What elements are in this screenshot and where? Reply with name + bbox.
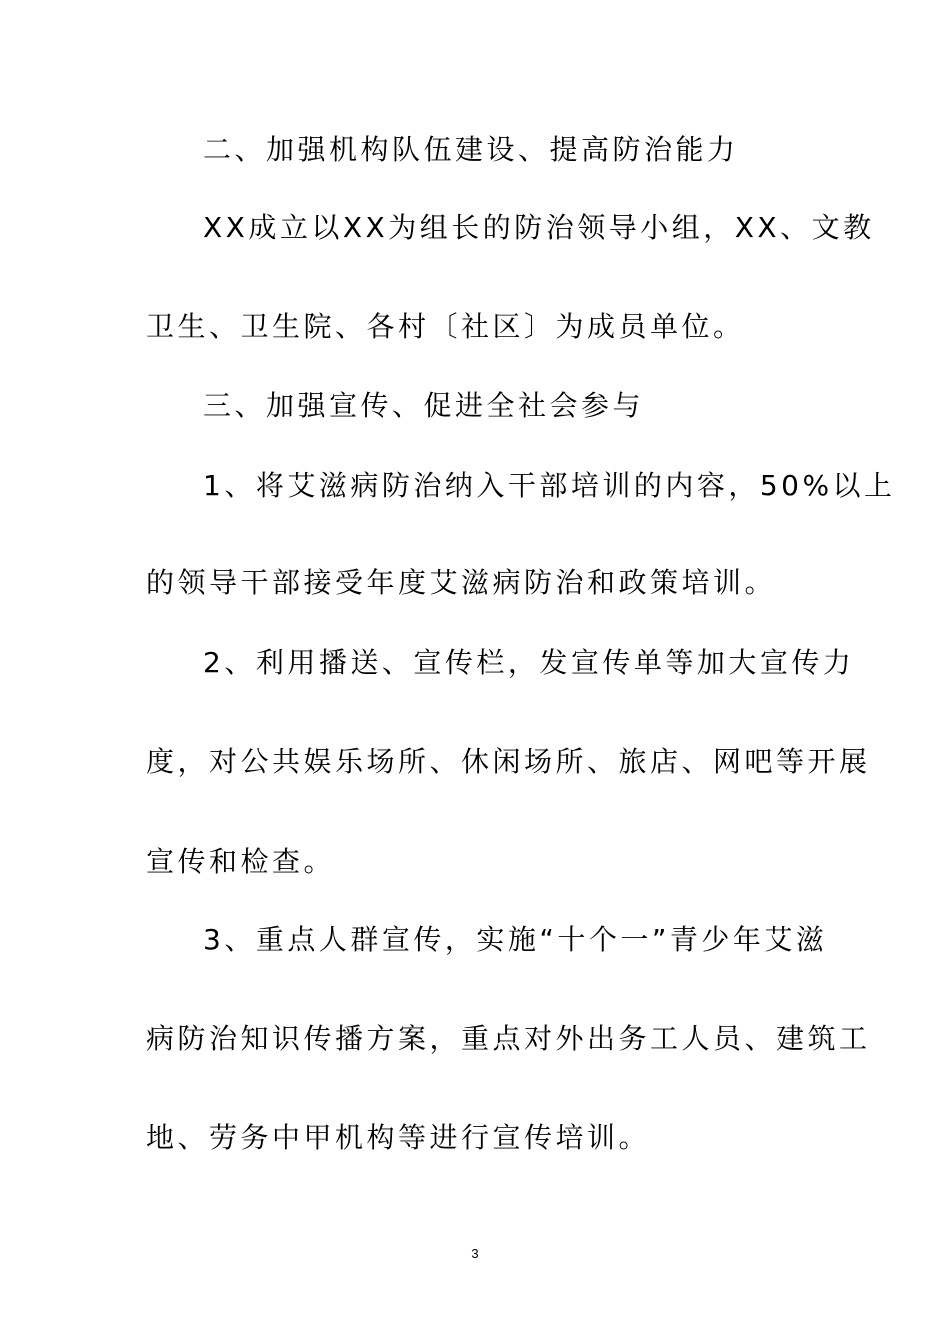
paragraph-line: 1、将艾滋病防治纳入干部培训的内容，50%以上: [203, 469, 896, 502]
paragraph-line: 度，对公共娱乐场所、休闲场所、旅店、网吧等开展: [146, 745, 871, 778]
page-number: 3: [471, 1246, 479, 1261]
paragraph-line: 的领导干部接受年度艾滋病防治和政策培训。: [146, 566, 777, 599]
paragraph-line: 宣传和检查。: [146, 845, 336, 878]
paragraph-line: XX成立以XX为组长的防治领导小组，XX、文教: [203, 211, 875, 244]
section-heading-3: 三、加强宣传、促进全社会参与: [203, 389, 645, 422]
paragraph-line: 3、重点人群宣传，实施“十个一”青少年艾滋: [203, 923, 828, 956]
paragraph-line: 卫生、卫生院、各村〔社区〕为成员单位。: [146, 310, 745, 343]
paragraph-line: 2、利用播送、宣传栏，发宣传单等加大宣传力: [203, 646, 855, 679]
section-heading-2: 二、加强机构队伍建设、提高防治能力: [203, 133, 739, 166]
paragraph-line: 病防治知识传播方案，重点对外出务工人员、建筑工: [146, 1022, 871, 1055]
paragraph-line: 地、劳务中甲机构等进行宣传培训。: [146, 1121, 651, 1154]
